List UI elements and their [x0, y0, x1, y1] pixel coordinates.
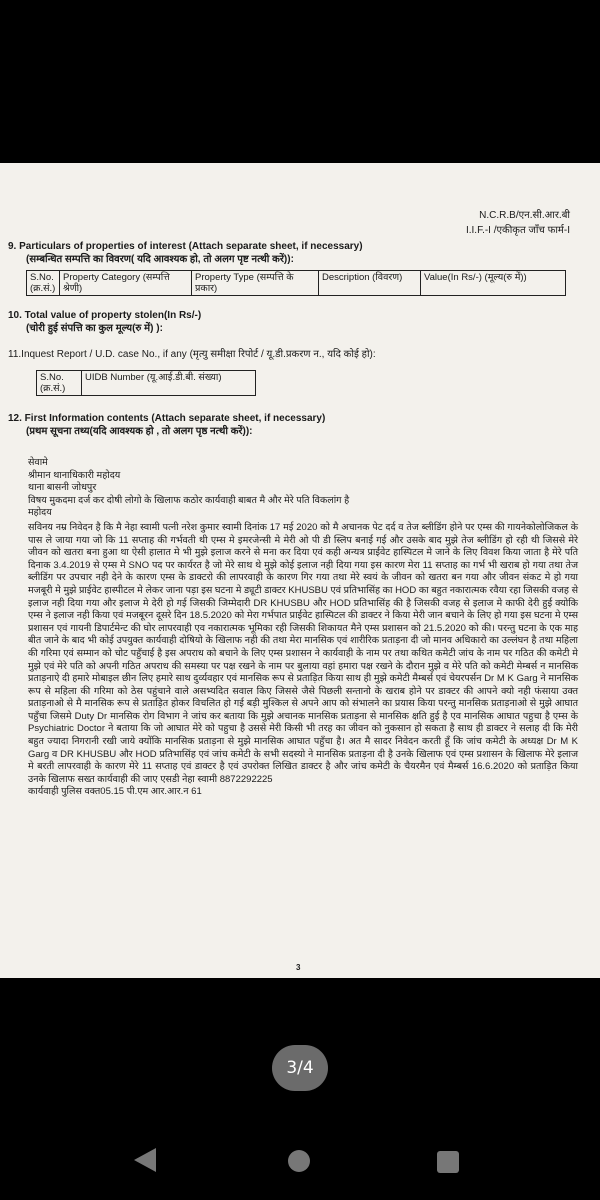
home-icon[interactable] — [288, 1150, 310, 1172]
fir-footer: कार्यवाही पुलिस वक्त05.15 पी.एम आर.आर.न 61 — [28, 786, 202, 798]
table-header-cell: Property Category (सम्पत्ति श्रेणी) — [60, 271, 192, 296]
fir-line: थाना बासनी जोधपुर — [28, 482, 97, 494]
page-number: 3 — [296, 963, 301, 972]
table-header-cell: S.No. (क्र.सं.) — [37, 371, 82, 396]
section-10-title: 10. Total value of property stolen(In Rs/-) — [8, 310, 202, 321]
section-12-title: 12. First Information contents (Attach separate sheet, if necessary) — [8, 413, 326, 424]
fir-line: श्रीमान थानाधिकारी महोदय — [28, 469, 121, 481]
table-header-cell: Property Type (सम्पत्ति के प्रकार) — [192, 271, 319, 296]
fir-line: सेवामे — [28, 457, 48, 468]
document-page[interactable] — [0, 163, 600, 978]
section-9-title: 9. Particulars of properties of interest (Attach separate sheet, if necessary) — [8, 241, 363, 252]
section-10-subtitle: (चोरी हुई संपत्ति का कुल मूल्य(रु में) ): — [26, 323, 163, 334]
uidb-table — [36, 370, 256, 396]
fir-line: महोदय — [28, 507, 52, 519]
header-ncrb: N.C.R.B/एन.सी.आर.बी — [479, 210, 570, 221]
table-row — [37, 371, 256, 396]
section-9-subtitle: (सम्बन्धित सम्पत्ति का विवरण( यदि आवश्यक हो, तो अलग पृष्ट नत्थी करें)): — [26, 254, 294, 265]
fir-content — [28, 457, 578, 799]
page-counter: 3/4 — [272, 1045, 328, 1091]
form-header — [466, 208, 570, 238]
back-icon[interactable] — [134, 1148, 156, 1172]
fir-body: सविनय नम्र निवेदन है कि मै नेहा स्वामी पत्नी नरेश कुमार स्वामी दिनांक 17 मई 2020 को मै अचानक पेट दर्द व तेज ब्लीडिंग होने पर एम्स की गायनेकोलोजिकल के पास ले जाया गया जो कि 11 सप्ताह की गर्भवती थी एम्स मे इमरजेन्सी मे मेरी ओ पी डी स्लिप बनाई गई और उसके बाद मुझे तेज ब्लीडिंग हो रही थी जिससे मेरे जीवन को खतरा बना हुआ था ऐसी हालात मे भी मुझे इलाज करने से मना कर दिया एवं कही अन्यत्र प्राईवेट हास्पिटल मे जाने के लिए विवश किया जाता है मेरे पति दिनाक 3.4.2019 से एम्स मे SNO पद पर कार्यरत है जो मेरे साथ थे मुझे कोई इलाज नही दिया गया इस कारण मेरा 11 सप्ताह का गर्भ भी खराब हो गया तथा तेज ब्लीडिंग पर उपचार नही देने के कारण एम्स के डाक्टरो की लापरवाही के कारण गिर गया तथा मेरे स्वयं के जीवन को खतरा बन गया और जीवन संकट मे हो गया मजबूरी मे मुझे प्राईवेट हास्पीटल मे लेकर जाना पड़ा इस घटना मे ड्यूटी डाक्टर KHUSBU एवं प्रतिभासिंह का HOD का बहुत नकारात्मक रवैया रहा जिसकी वजह से इलाज नही दिया गया और इलाज मे देरी हो गई जिसकी जिम्मेदारी DR KHUSBU और HOD प्रतिभासिंह की है जिसकी वजह से इलाज मे काफी देरी हुई क्योकि एम्स ने इलाज नही किया एवं मजबूरन दूसरे दिन 18.5.2020 को मेरा गर्भपात प्राईवेट हास्पिटल की डाक्टर ने किया मेरी जान बचाने के लिए हो गया इस घटना मे एम्स प्रशासन एवं गायनी डिपार्टमेन्ट की घोर लापरवाही एव नकारात्मक भूमिका रही जिसकी शिकायत मैने एम्स प्रशासन को 21.5.2020 को की। परन्तु घटना के एक माह बीत जाने के बाद भी कोई उपयुक्त कार्यवाही दोषियो के खिलाफ नही की तथा मेरा मानसिक एवं शारीरिक प्रताड़ना दी जो मानव अधिकारो का उल्लंघन है तथा महिला की गरिमा एवं सम्मान को चोट पहुँचाई है इस अपराध को बचाने के लिए एम्स प्रशासन ने कार्यवाही के नाम पर तथा कथित कमेटी जांच के नाम पर गठित की कमेटी मे मुझे एवं मेरे पति को अपनी गठित अपराध की समस्या पर पक्ष रखने के नाम पर बुलाया वहां हमारा पक्ष रखने के दौरान मुझे व मेरे पति को कमेटी मेम्बर्स न मानसिक प्रताड़नाऐ दी हमारे मोबाइल छीन लिए हमारे साथ दुर्व्यवहार एवं मानसिक रूप से प्रताड़ित किया साथ ही मुझे कमेटी मैम्बर्स एवं चेयरपर्सन Dr M K Garg ने मानसिक रूप से महिला की गरिमा को ठेस पहुंचाने वाले असभ्यदित सवाल किए जिससे जैसे पिछली सन्तानो के खराब होने पर डाक्टर की आपने क्यो नही फंसाया उक्त प्रताड़नाओ से मै मानसिक रूप से प्रताड़ित होकर विचलित हो गई बड़ी मुश्किल से अपने आप को संभालने का प्रयास किया परन्तु मानसिक प्रताड़नाओ से मुझे आघात पहुँचा जिसमे Duty Dr मानसिक रोग विभाग ने जांच कर बताया कि मुझे अचानक मानसिक प्रताड़ना से मानसिक क्षति हुई है एव मानसिक आघात पहुचा है एम्स के Psychiatric Doctor ने बताया कि जो आघात मेरे को पहुचा है उससे मेरी किसी भी तरह का जीवन को नुकसान हो सकता है साथ ही डाक्टर ने सलाह दी कि मेरी बहुत ज्यादा निगरानी रखी जाये क्योंकि मानसिक प्रताड़ना से मुझे मानसिक आघात पहुँचा है। अत मै सादर निवेदन करती हूँ कि जांच कमेटी के अध्यक्ष Dr M K Garg व DR KHUSBU और HOD प्रतिभासिंह एवं जांच कमेटी के सभी सदस्यो ने मानसिक प्रताड़ना दी है उनके खिलाफ एवं एम्स प्रशासन के खिलाफ मेरे इलाज मे बरती लापरवाही के कारण मेरे 11 सप्ताह एवं डाक्टर है एवं उपरोक्त लिखित डाक्टर है और जांच कमेटी के चैयरमैन एवं मैम्बर्स 16.6.2020 को प्रताड़ित किया उनके खिलाफ सख्त कार्यवाही की जाए एसडी नेहा स्वामी 8872292225 — [28, 521, 578, 785]
table-row — [27, 271, 566, 296]
section-12-subtitle: (प्रथम सूचना तथ्य(यदि आवश्यक हो , तो अलग पृष्ठ नत्थी करें)): — [26, 426, 253, 437]
table-header-cell: S.No. (क्र.सं.) — [27, 271, 60, 296]
fir-subject: विषय मुकदमा दर्ज कर दोषी लोगो के खिलाफ कठोर कार्यवाही बाबत मै और मेरे पति विकलांग है — [28, 494, 350, 506]
property-table — [26, 270, 566, 296]
recent-apps-icon[interactable] — [437, 1151, 459, 1173]
section-11-title: 11.Inquest Report / U.D. case No., if any (मृत्यु समीक्षा रिपोर्ट / यू.डी.प्रकरण न., यदि कोई हो): — [8, 349, 376, 360]
table-header-cell: Description (विवरण) — [319, 271, 421, 296]
header-iif: I.I.F.-I /एकीकृत जाँच फार्म-I — [465, 225, 570, 236]
table-header-cell: UIDB Number (यू.आई.डी.बी. संख्या) — [82, 371, 256, 396]
table-header-cell: Value(In Rs/-) (मूल्य(रु में)) — [421, 271, 566, 296]
